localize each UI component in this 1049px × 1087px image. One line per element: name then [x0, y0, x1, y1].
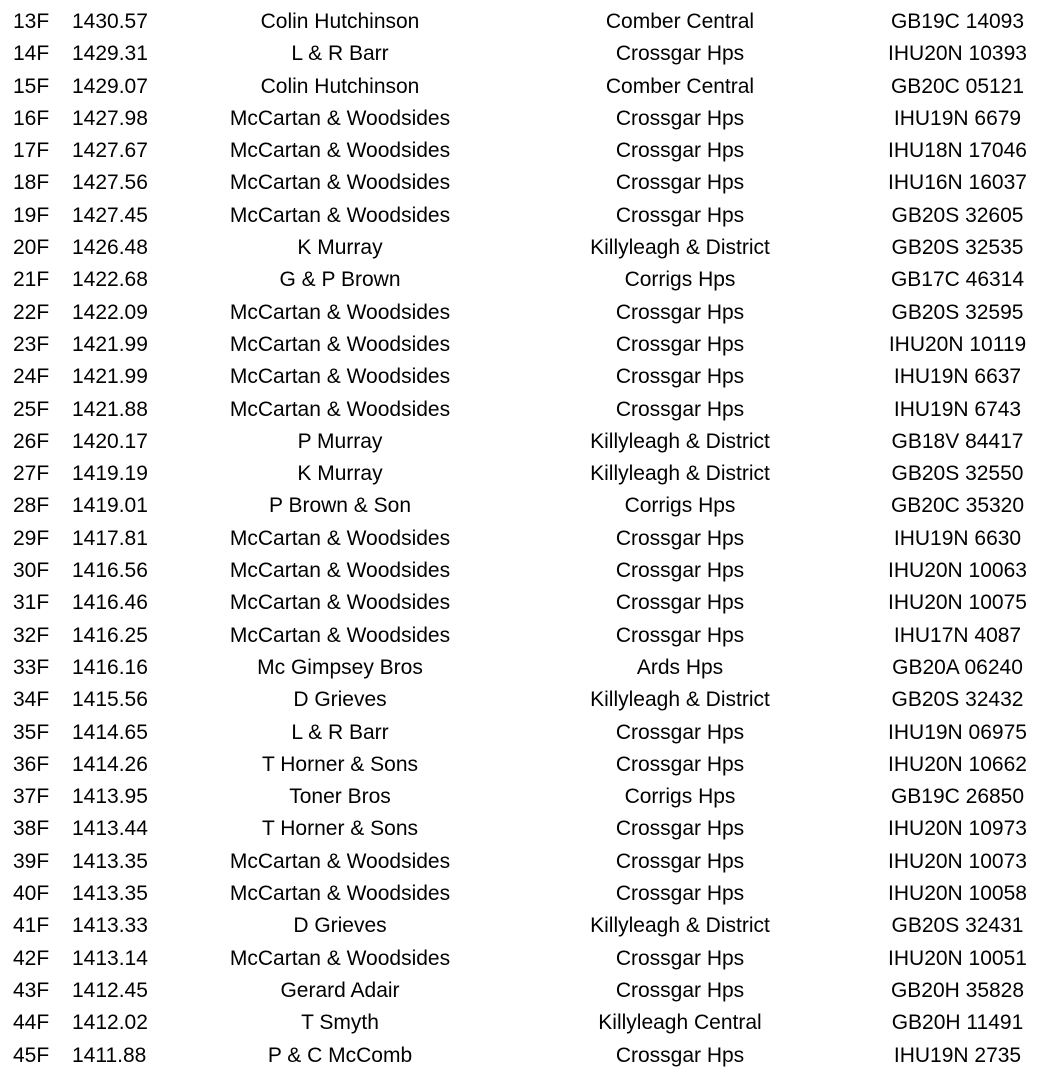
ring-number-cell: IHU19N 6679	[893, 106, 1022, 130]
position-cell: 28F	[13, 494, 50, 518]
table-row	[0, 167, 1049, 199]
club-cell: Crossgar Hps	[615, 591, 745, 615]
fancier-name-cell: L & R Barr	[291, 720, 389, 744]
position-cell: 26F	[13, 429, 50, 453]
fancier-name-cell: McCartan & Woodsides	[229, 106, 451, 130]
position-cell: 21F	[13, 268, 50, 292]
club-cell: Killyleagh & District	[590, 462, 770, 486]
ring-number-cell: IHU20N 10662	[888, 752, 1027, 776]
club-cell: Crossgar Hps	[615, 817, 745, 841]
table-row	[0, 38, 1049, 70]
table-row	[0, 297, 1049, 329]
fancier-name-cell: T Smyth	[301, 1011, 379, 1035]
table-row	[0, 620, 1049, 652]
position-cell: 25F	[13, 397, 50, 421]
velocity-cell: 1421.99	[72, 365, 148, 389]
table-row	[0, 490, 1049, 522]
velocity-cell: 1427.56	[72, 171, 148, 195]
ring-number-cell: IHU16N 16037	[888, 171, 1027, 195]
club-cell: Crossgar Hps	[615, 365, 745, 389]
club-cell: Corrigs Hps	[624, 494, 736, 518]
club-cell: Ards Hps	[636, 655, 724, 679]
ring-number-cell: GB18V 84417	[891, 429, 1024, 453]
club-cell: Crossgar Hps	[615, 720, 745, 744]
velocity-cell: 1414.26	[72, 752, 148, 776]
ring-number-cell: GB20H 35828	[890, 978, 1025, 1002]
ring-number-cell: IHU20N 10058	[888, 882, 1027, 906]
ring-number-cell: GB20S 32550	[891, 462, 1024, 486]
fancier-name-cell: McCartan & Woodsides	[229, 300, 451, 324]
ring-number-cell: IHU18N 17046	[888, 139, 1027, 163]
ring-number-cell: GB20S 32432	[891, 688, 1024, 712]
club-cell: Corrigs Hps	[624, 785, 736, 809]
table-row	[0, 71, 1049, 103]
fancier-name-cell: McCartan & Woodsides	[229, 397, 451, 421]
club-cell: Crossgar Hps	[615, 332, 745, 356]
fancier-name-cell: L & R Barr	[291, 42, 389, 66]
table-row	[0, 135, 1049, 167]
table-row	[0, 587, 1049, 619]
table-row	[0, 975, 1049, 1007]
fancier-name-cell: Mc Gimpsey Bros	[257, 655, 423, 679]
velocity-cell: 1412.02	[72, 1011, 148, 1035]
position-cell: 14F	[13, 42, 50, 66]
club-cell: Corrigs Hps	[624, 268, 736, 292]
ring-number-cell: IHU19N 6743	[893, 397, 1022, 421]
ring-number-cell: GB20C 05121	[890, 74, 1025, 98]
fancier-name-cell: P & C McComb	[267, 1043, 413, 1067]
club-cell: Killyleagh & District	[590, 236, 770, 260]
fancier-name-cell: Colin Hutchinson	[260, 10, 420, 33]
table-row	[0, 1007, 1049, 1039]
table-row	[0, 361, 1049, 393]
position-cell: 44F	[13, 1011, 50, 1035]
club-cell: Crossgar Hps	[615, 849, 745, 873]
fancier-name-cell: McCartan & Woodsides	[229, 139, 451, 163]
ring-number-cell: IHU17N 4087	[893, 623, 1022, 647]
position-cell: 30F	[13, 559, 50, 583]
fancier-name-cell: McCartan & Woodsides	[229, 332, 451, 356]
position-cell: 22F	[13, 300, 50, 324]
fancier-name-cell: D Grieves	[293, 914, 387, 938]
table-row	[0, 103, 1049, 135]
velocity-cell: 1427.45	[72, 203, 148, 227]
velocity-cell: 1419.19	[72, 462, 148, 486]
velocity-cell: 1413.44	[72, 817, 148, 841]
club-cell: Crossgar Hps	[615, 171, 745, 195]
table-row	[0, 910, 1049, 942]
ring-number-cell: GB20A 06240	[892, 655, 1023, 679]
club-cell: Crossgar Hps	[615, 526, 745, 550]
fancier-name-cell: McCartan & Woodsides	[229, 365, 451, 389]
club-cell: Crossgar Hps	[615, 397, 745, 421]
table-row	[0, 943, 1049, 975]
position-cell: 45F	[13, 1043, 50, 1067]
velocity-cell: 1411.88	[72, 1043, 147, 1067]
fancier-name-cell: McCartan & Woodsides	[229, 849, 451, 873]
velocity-cell: 1413.33	[72, 914, 148, 938]
velocity-cell: 1419.01	[72, 494, 148, 518]
ring-number-cell: GB20H 11491	[891, 1011, 1024, 1035]
velocity-cell: 1429.07	[72, 74, 148, 98]
fancier-name-cell: McCartan & Woodsides	[229, 203, 451, 227]
fancier-name-cell: McCartan & Woodsides	[229, 623, 451, 647]
position-cell: 40F	[13, 882, 50, 906]
table-row	[0, 426, 1049, 458]
ring-number-cell: IHU19N 6630	[893, 526, 1022, 550]
fancier-name-cell: McCartan & Woodsides	[229, 882, 451, 906]
ring-number-cell: GB20S 32535	[891, 236, 1024, 260]
table-row	[0, 6, 1049, 38]
ring-number-cell: IHU20N 10075	[888, 591, 1027, 615]
position-cell: 42F	[13, 946, 50, 970]
position-cell: 16F	[13, 106, 50, 130]
velocity-cell: 1413.14	[72, 946, 148, 970]
ring-number-cell: IHU19N 6637	[893, 365, 1022, 389]
velocity-cell: 1413.95	[72, 785, 148, 809]
table-row	[0, 200, 1049, 232]
fancier-name-cell: McCartan & Woodsides	[229, 171, 451, 195]
club-cell: Comber Central	[605, 74, 755, 98]
table-row	[0, 1040, 1049, 1072]
velocity-cell: 1426.48	[72, 236, 148, 260]
position-cell: 41F	[13, 914, 50, 938]
fancier-name-cell: P Brown & Son	[268, 494, 412, 518]
ring-number-cell: GB20S 32595	[891, 300, 1024, 324]
fancier-name-cell: G & P Brown	[279, 268, 401, 292]
fancier-name-cell: T Horner & Sons	[261, 752, 418, 776]
position-cell: 13F	[13, 10, 50, 33]
fancier-name-cell: K Murray	[297, 462, 383, 486]
club-cell: Comber Central	[605, 10, 755, 33]
table-row	[0, 717, 1049, 749]
ring-number-cell: IHU20N 10051	[888, 946, 1027, 970]
position-cell: 37F	[13, 785, 50, 809]
club-cell: Crossgar Hps	[615, 978, 745, 1002]
position-cell: 20F	[13, 236, 50, 260]
ring-number-cell: IHU20N 10973	[888, 817, 1027, 841]
ring-number-cell: GB17C 46314	[890, 268, 1025, 292]
table-row	[0, 749, 1049, 781]
position-cell: 34F	[13, 688, 50, 712]
ring-number-cell: IHU20N 10063	[888, 559, 1027, 583]
table-row	[0, 232, 1049, 264]
ring-number-cell: GB19C 26850	[890, 785, 1025, 809]
fancier-name-cell: P Murray	[297, 429, 383, 453]
velocity-cell: 1417.81	[72, 526, 148, 550]
velocity-cell: 1415.56	[72, 688, 148, 712]
position-cell: 29F	[13, 526, 50, 550]
position-cell: 35F	[13, 720, 50, 744]
fancier-name-cell: McCartan & Woodsides	[229, 559, 451, 583]
fancier-name-cell: D Grieves	[293, 688, 387, 712]
velocity-cell: 1416.56	[72, 559, 148, 583]
fancier-name-cell: Gerard Adair	[280, 978, 400, 1002]
position-cell: 15F	[13, 74, 50, 98]
velocity-cell: 1421.88	[72, 397, 148, 421]
position-cell: 36F	[13, 752, 50, 776]
velocity-cell: 1412.45	[72, 978, 148, 1002]
fancier-name-cell: K Murray	[297, 236, 383, 260]
club-cell: Crossgar Hps	[615, 139, 745, 163]
velocity-cell: 1430.57	[72, 10, 148, 33]
position-cell: 38F	[13, 817, 50, 841]
position-cell: 39F	[13, 849, 50, 873]
club-cell: Crossgar Hps	[615, 946, 745, 970]
fancier-name-cell: Toner Bros	[289, 785, 391, 809]
table-row	[0, 684, 1049, 716]
fancier-name-cell: T Horner & Sons	[261, 817, 418, 841]
table-row	[0, 458, 1049, 490]
position-cell: 31F	[13, 591, 50, 615]
table-row	[0, 555, 1049, 587]
ring-number-cell: GB20S 32605	[891, 203, 1024, 227]
position-cell: 23F	[13, 332, 50, 356]
velocity-cell: 1416.16	[72, 655, 148, 679]
velocity-cell: 1414.65	[72, 720, 148, 744]
table-row	[0, 813, 1049, 845]
club-cell: Crossgar Hps	[615, 300, 745, 324]
velocity-cell: 1413.35	[72, 849, 148, 873]
ring-number-cell: IHU19N 2735	[893, 1043, 1022, 1067]
fancier-name-cell: McCartan & Woodsides	[229, 526, 451, 550]
club-cell: Crossgar Hps	[615, 1043, 745, 1067]
ring-number-cell: IHU20N 10073	[888, 849, 1027, 873]
position-cell: 33F	[13, 655, 50, 679]
fancier-name-cell: McCartan & Woodsides	[229, 591, 451, 615]
club-cell: Crossgar Hps	[615, 623, 745, 647]
position-cell: 32F	[13, 623, 50, 647]
ring-number-cell: IHU20N 10393	[888, 42, 1027, 66]
table-row	[0, 878, 1049, 910]
club-cell: Crossgar Hps	[615, 882, 745, 906]
velocity-cell: 1413.35	[72, 882, 148, 906]
table-row	[0, 264, 1049, 296]
velocity-cell: 1422.68	[72, 268, 148, 292]
table-row	[0, 781, 1049, 813]
ring-number-cell: IHU20N 10119	[888, 332, 1027, 356]
club-cell: Crossgar Hps	[615, 42, 745, 66]
velocity-cell: 1427.98	[72, 106, 148, 130]
table-row	[0, 846, 1049, 878]
ring-number-cell: GB20S 32431	[891, 914, 1024, 938]
position-cell: 17F	[13, 139, 50, 163]
table-row	[0, 394, 1049, 426]
velocity-cell: 1429.31	[72, 42, 148, 66]
club-cell: Killyleagh Central	[598, 1011, 762, 1035]
club-cell: Crossgar Hps	[615, 203, 745, 227]
position-cell: 24F	[13, 365, 50, 389]
results-table	[0, 6, 1049, 1072]
ring-number-cell: IHU19N 06975	[888, 720, 1027, 744]
table-row	[0, 652, 1049, 684]
fancier-name-cell: Colin Hutchinson	[260, 74, 420, 98]
club-cell: Killyleagh & District	[590, 688, 770, 712]
velocity-cell: 1416.25	[72, 623, 148, 647]
position-cell: 19F	[13, 203, 50, 227]
velocity-cell: 1427.67	[72, 139, 148, 163]
position-cell: 27F	[13, 462, 50, 486]
table-row	[0, 329, 1049, 361]
ring-number-cell: GB20C 35320	[890, 494, 1025, 518]
club-cell: Crossgar Hps	[615, 752, 745, 776]
club-cell: Crossgar Hps	[615, 559, 745, 583]
position-cell: 18F	[13, 171, 50, 195]
ring-number-cell: GB19C 14093	[890, 10, 1025, 33]
position-cell: 43F	[13, 978, 50, 1002]
velocity-cell: 1416.46	[72, 591, 148, 615]
club-cell: Killyleagh & District	[590, 914, 770, 938]
velocity-cell: 1420.17	[72, 429, 148, 453]
club-cell: Crossgar Hps	[615, 106, 745, 130]
club-cell: Killyleagh & District	[590, 429, 770, 453]
velocity-cell: 1422.09	[72, 300, 148, 324]
table-row	[0, 523, 1049, 555]
fancier-name-cell: McCartan & Woodsides	[229, 946, 451, 970]
velocity-cell: 1421.99	[72, 332, 148, 356]
